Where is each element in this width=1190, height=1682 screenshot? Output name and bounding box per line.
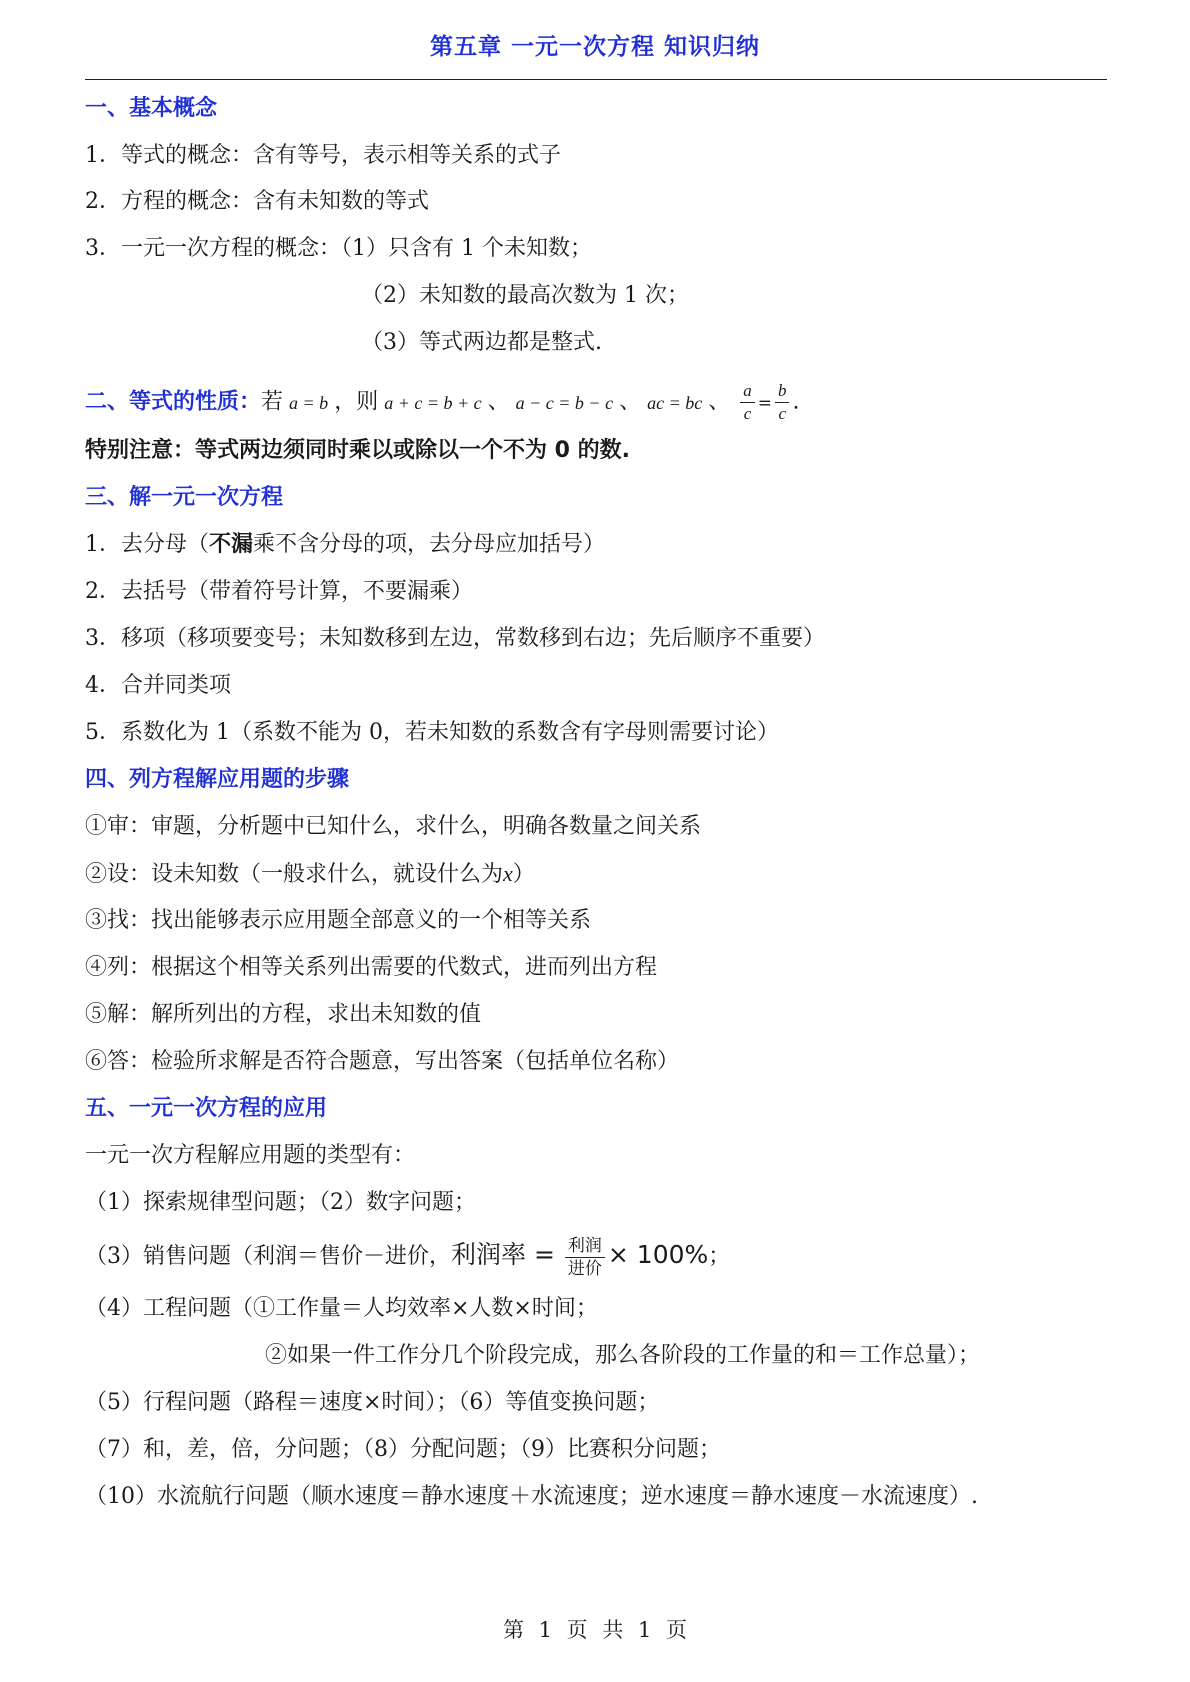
- s5-line-6: （7）和，差，倍，分问题；（8）分配问题；（9）比赛积分问题；: [85, 1437, 721, 1462]
- page-title: 第五章 一元一次方程 知识归纳: [429, 34, 760, 60]
- s1-line-1: 1．等式的概念：含有等号，表示相等关系的式子: [85, 143, 561, 168]
- s5-line-3: （4）工程问题（①工作量＝人均效率×人数×时间；: [85, 1296, 598, 1321]
- s3-line-1-emphasis: 不漏: [209, 532, 254, 557]
- section-2-line: [85, 380, 799, 425]
- formula-multiply: ac = bc: [647, 392, 703, 413]
- s5-line-5: （5）行程问题（路程＝速度×时间）；（6）等值变换问题；: [85, 1390, 660, 1415]
- fraction-denominator: c: [778, 404, 786, 423]
- s3-line-1-pre: 1．去分母（: [85, 532, 209, 557]
- section-4-heading: 四、列方程解应用题的步骤: [85, 767, 350, 792]
- section-2-heading: 二、等式的性质：: [85, 389, 262, 415]
- s3-line-4: 4．合并同类项: [85, 673, 231, 698]
- variable-x: x: [503, 861, 513, 886]
- s5-line-1: （1）探索规律型问题；（2）数字问题；: [85, 1190, 476, 1215]
- s5-line-7: （10）水流航行问题（顺水速度＝静水速度＋水流速度；逆水速度＝静水速度－水流速度）.: [85, 1484, 978, 1509]
- s3-line-3: 3．移项（移项要变号；未知数移到左边，常数移到右边；先后顺序不重要）: [85, 626, 825, 651]
- fraction-a-over-c: [740, 380, 755, 425]
- s5-line-2-end: ；: [708, 1244, 731, 1269]
- s5-line-2: [85, 1230, 730, 1282]
- s3-line-5: 5．系数化为 1（系数不能为 0，若未知数的系数含有字母则需要讨论）: [85, 720, 779, 745]
- s4-line-5: ⑤解：解所列出的方程，求出未知数的值: [85, 1002, 482, 1027]
- fraction-denominator: 进价: [567, 1258, 602, 1279]
- title-divider: [85, 79, 1107, 80]
- s3-line-1: [85, 530, 605, 560]
- section-5-heading: 五、一元一次方程的应用: [85, 1096, 328, 1121]
- separator: 、: [487, 389, 510, 415]
- period: .: [792, 389, 800, 415]
- s4-line-6: ⑥答：检验所求解是否符合题意，写出答案（包括单位名称）: [85, 1049, 680, 1074]
- formula-add: a + c = b + c: [384, 392, 482, 413]
- section-3-heading: 三、解一元一次方程: [85, 485, 284, 510]
- fraction-b-over-c: [775, 380, 790, 425]
- section-1-heading: 一、基本概念: [85, 96, 218, 121]
- equals-sign: =: [757, 393, 772, 414]
- fraction-numerator: 利润: [565, 1235, 605, 1258]
- s4-line-1: ①审：审题，分析题中已知什么，求什么，明确各数量之间关系: [85, 814, 702, 839]
- formula-a-equals-b: a = b: [289, 392, 329, 413]
- page-footer: 第 1 页 共 1 页: [502, 1618, 688, 1642]
- s5-intro: 一元一次方程解应用题的类型有：: [85, 1143, 416, 1168]
- s5-line-2-pre: （3）销售问题（利润＝售价－进价，: [85, 1244, 451, 1269]
- s3-line-2: 2．去括号（带着符号计算，不要漏乘）: [85, 579, 473, 604]
- then-word: ，则: [334, 389, 379, 415]
- s1-line-3: 3．一元一次方程的概念：（1）只含有 1 个未知数；: [85, 236, 592, 261]
- s5-line-4: ②如果一件工作分几个阶段完成，那么各阶段的工作量的和＝工作总量）；: [265, 1343, 981, 1368]
- s1-line-2: 2．方程的概念：含有未知数的等式: [85, 189, 429, 214]
- separator: 、: [708, 389, 731, 415]
- s1-line-5: （3）等式两边都是整式.: [361, 330, 602, 355]
- fraction-denominator: c: [743, 404, 752, 423]
- profit-rate-fraction: [565, 1235, 605, 1280]
- separator: 、: [619, 389, 642, 415]
- special-note: 特别注意：等式两边须同时乘以或除以一个不为 0 的数.: [85, 438, 630, 463]
- s4-line-3: ③找：找出能够表示应用题全部意义的一个相等关系: [85, 908, 592, 933]
- formula-subtract: a − c = b − c: [515, 392, 614, 413]
- s4-line-2: [85, 859, 535, 890]
- s1-line-4: （2）未知数的最高次数为 1 次；: [361, 283, 689, 308]
- profit-rate-label: 利润率 =: [451, 1240, 555, 1269]
- profit-rate-multiplier: × 100%: [607, 1240, 709, 1269]
- s4-line-2-pre: ②设：设未知数（一般求什么，就设什么为: [85, 862, 504, 887]
- s4-line-2-post: ）: [512, 862, 535, 887]
- s4-line-4: ④列：根据这个相等关系列出需要的代数式，进而列出方程: [85, 955, 658, 980]
- if-word: 若: [261, 389, 284, 415]
- fraction-numerator: a: [740, 380, 755, 403]
- s3-line-1-post: 乘不含分母的项，去分母应加括号）: [253, 532, 606, 557]
- fraction-numerator: b: [775, 380, 790, 403]
